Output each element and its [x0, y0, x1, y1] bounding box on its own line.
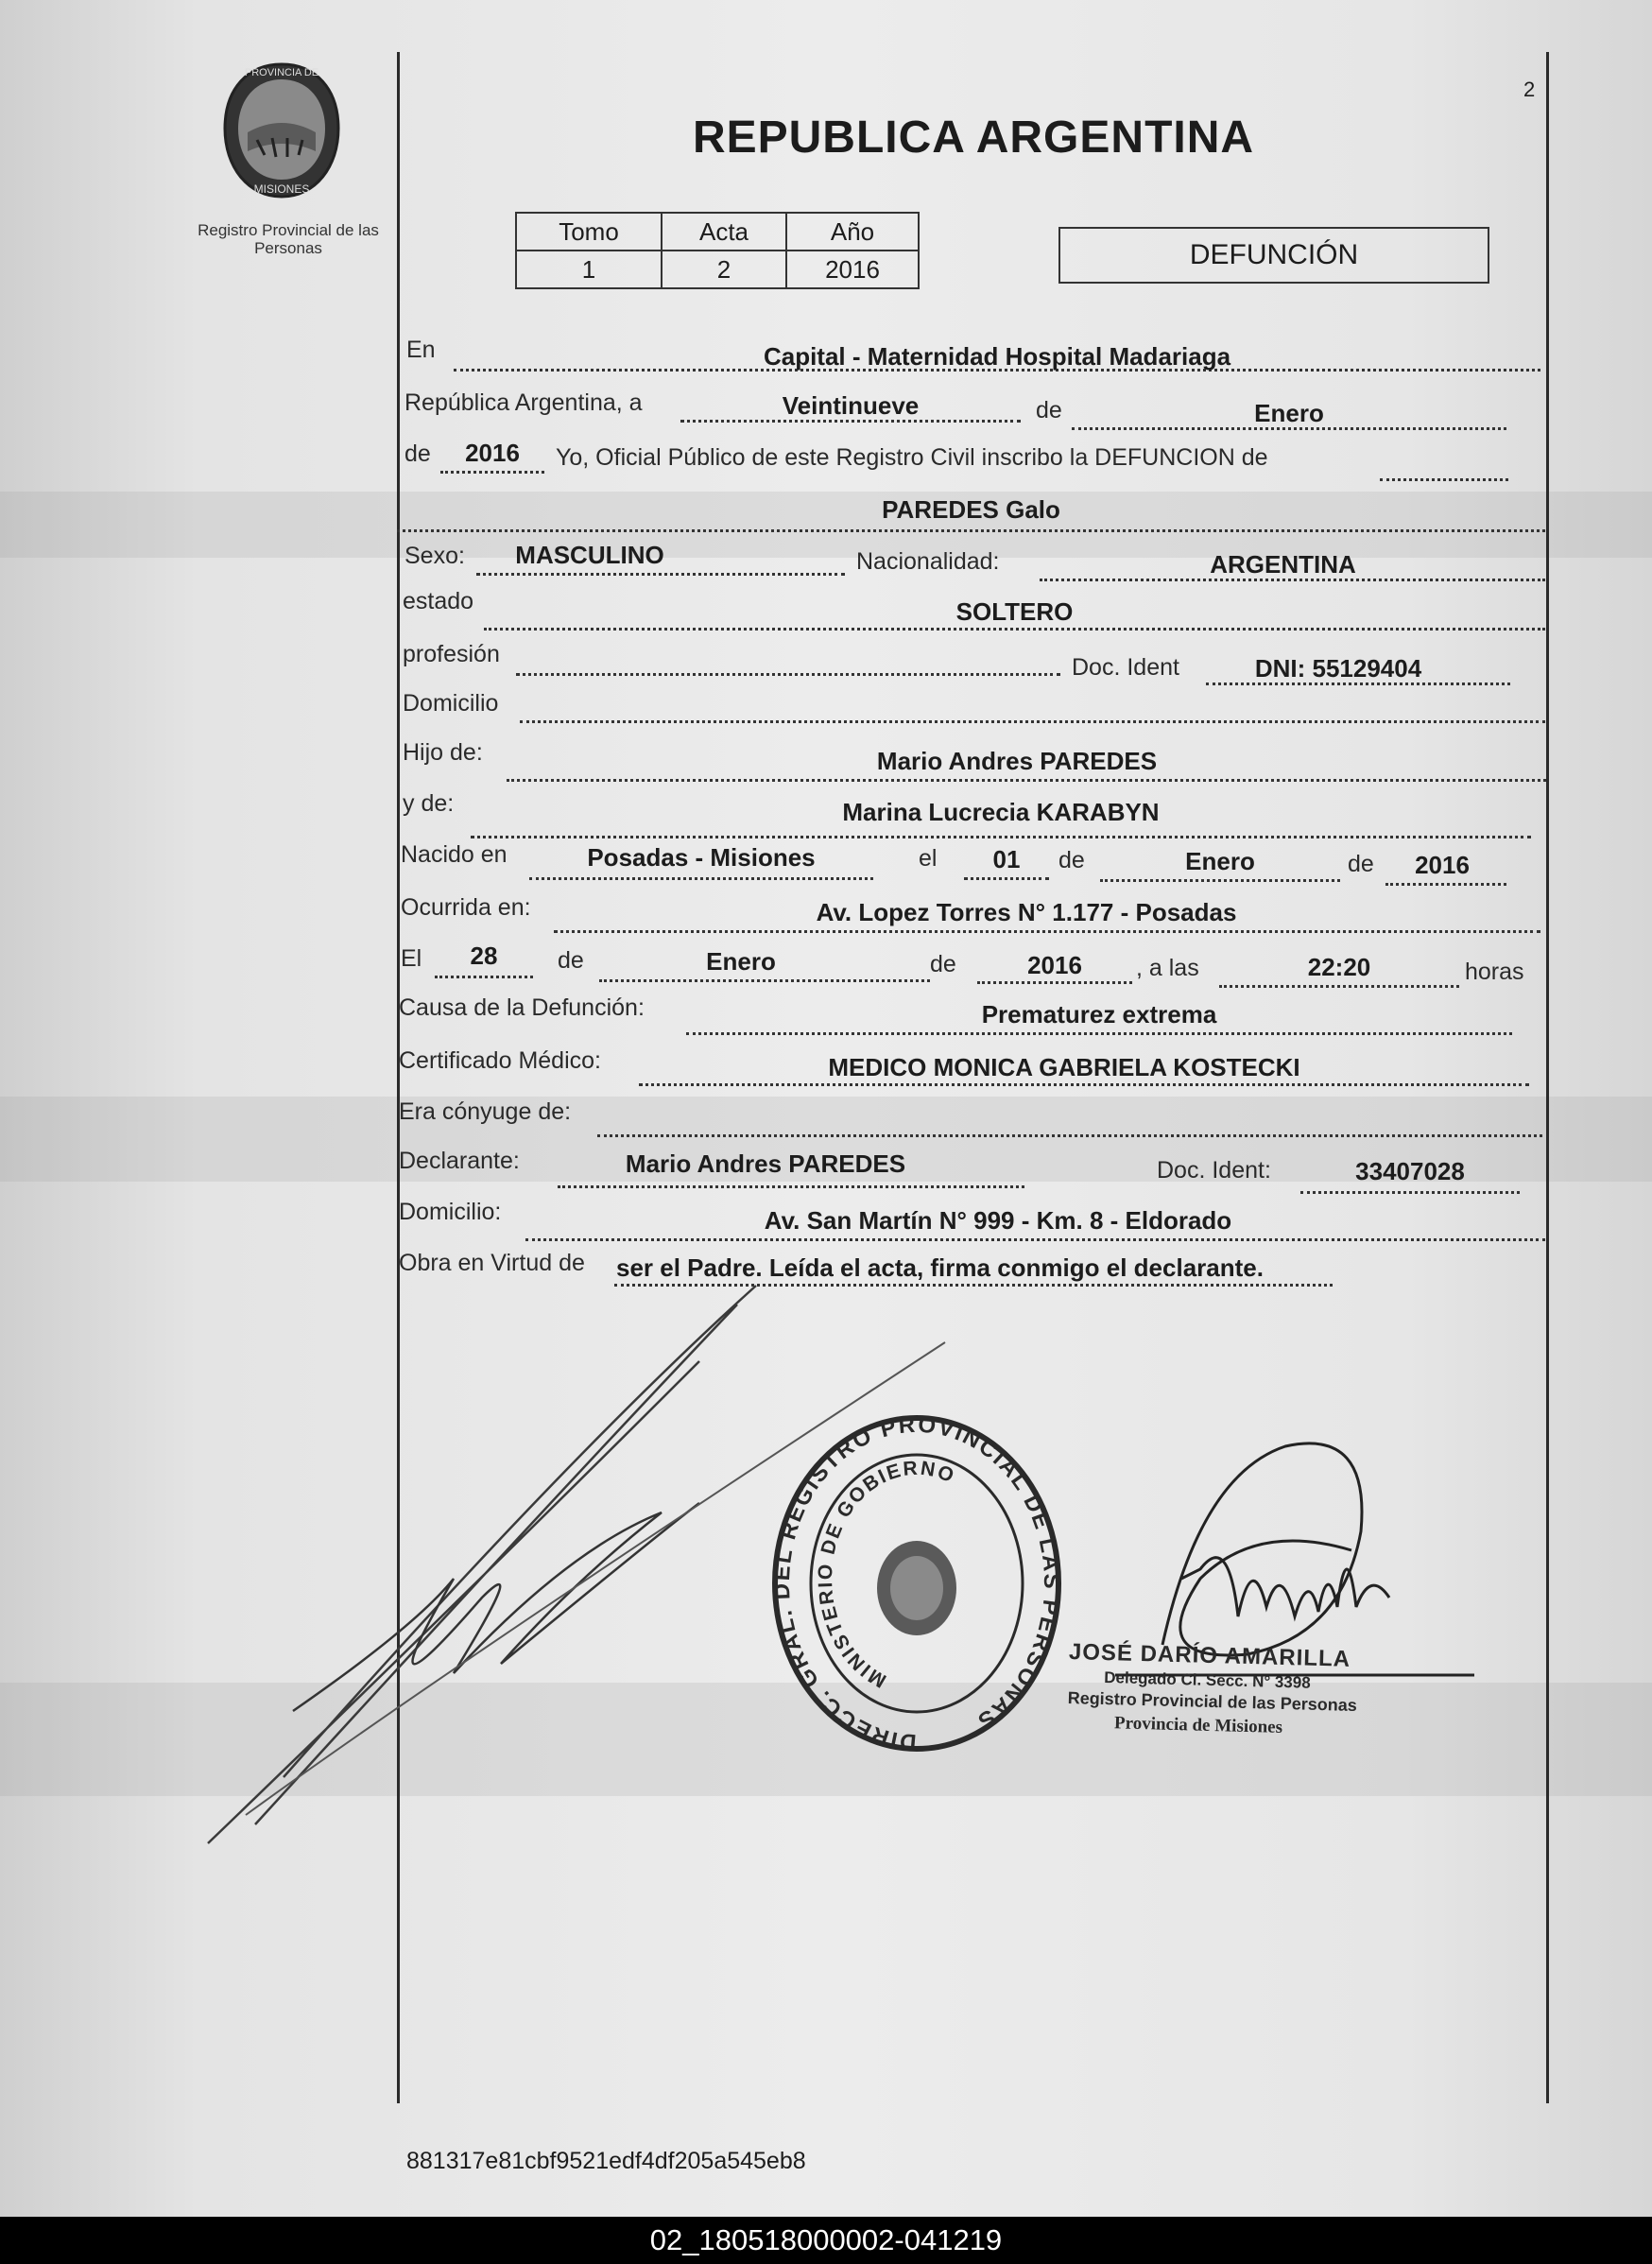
fill-line: [597, 1106, 1542, 1137]
label-declarante: Declarante:: [399, 1148, 520, 1174]
label-en: En: [406, 337, 436, 363]
value-mes: Enero: [1254, 399, 1324, 427]
registry-caption: Registro Provincial de las Personas: [198, 221, 379, 257]
label-obra: Obra en Virtud de: [399, 1250, 585, 1276]
form-row-declarante: [397, 1144, 1545, 1193]
label-hijo: Hijo de:: [403, 739, 483, 766]
value-causa: Prematurez extrema: [981, 1000, 1217, 1028]
page-title: REPUBLICA ARGENTINA: [692, 112, 1255, 163]
fill-line: [520, 692, 1545, 723]
value-ocurrida: Av. Lopez Torres N° 1.177 - Posadas: [816, 898, 1237, 926]
value-declarante: Mario Andres PAREDES: [625, 1149, 906, 1178]
form-row-conyuge: [397, 1095, 1545, 1144]
form-row-decl-domicilio: [397, 1195, 1545, 1244]
value-yde: Marina Lucrecia KARABYN: [842, 798, 1160, 826]
label-yde: y de:: [403, 790, 455, 817]
form-row-oficial: [397, 437, 1545, 486]
value-def-anio: 2016: [1027, 951, 1082, 979]
label-sexo: Sexo:: [404, 543, 465, 569]
logo-bottom-text: MISIONES: [253, 182, 310, 196]
label-estado: estado: [403, 588, 474, 614]
form-row-nacido: [397, 839, 1545, 889]
label-conyuge: Era cónyuge de:: [399, 1098, 572, 1125]
fill-line: [1380, 450, 1508, 481]
province-logo: [219, 60, 344, 202]
label-doc-ident: Doc. Ident: [1072, 654, 1179, 681]
official-office: Registro Provincial de las Personas: [1067, 1687, 1358, 1715]
seal-outer-text: DIRECC. GRAL. DEL REGISTRO PROVINCIAL DE LAS PERSONAS: [768, 1411, 1065, 1755]
value-hora: 22:20: [1307, 953, 1371, 981]
label-de: de: [1348, 851, 1374, 877]
value-en: Capital - Maternidad Hospital Madariaga: [763, 342, 1231, 371]
form-row-fecha-defuncion: [397, 942, 1545, 991]
ref-value-anio: 2016: [786, 251, 919, 288]
label-republica: República Argentina, a: [404, 389, 643, 416]
logo-top-text: PROVINCIA DE: [244, 67, 319, 78]
value-hijo: Mario Andres PAREDES: [876, 747, 1158, 775]
fill-line: [516, 645, 1060, 676]
file-id-footer: 02_180518000002-041219: [0, 2217, 1652, 2264]
form-row-madre: [397, 788, 1545, 838]
official-province: Provincia de Misiones: [1113, 1713, 1283, 1737]
label-nacionalidad: Nacionalidad:: [856, 548, 1000, 575]
label-causa: Causa de la Defunción:: [399, 994, 645, 1021]
form-row-estado: [397, 586, 1545, 635]
label-ocurrida: Ocurrida en:: [401, 894, 531, 921]
value-nombre: PAREDES Galo: [882, 495, 1060, 524]
value-nacionalidad: ARGENTINA: [1210, 550, 1356, 579]
label-nacido: Nacido en: [401, 841, 508, 868]
form-row-nombre: [397, 492, 1545, 541]
value-nacido: Posadas - Misiones: [587, 843, 816, 872]
form-row-sexo: [397, 537, 1545, 586]
official-seal: [766, 1409, 1068, 1768]
official-name: JOSÉ DARÍO AMARILLA: [1068, 1639, 1351, 1672]
ref-header-acta: Acta: [662, 213, 786, 251]
form-row-profesion: [397, 637, 1545, 686]
label-domicilio: Domicilio: [403, 690, 499, 717]
label-de: de: [558, 947, 584, 974]
value-nac-mes: Enero: [1185, 847, 1255, 875]
seal-inner-text: MINISTERIO DE GOBIERNO: [814, 1457, 959, 1692]
label-de: de: [1036, 397, 1062, 423]
value-certificado: MEDICO MONICA GABRIELA KOSTECKI: [828, 1053, 1300, 1081]
value-estado: SOLTERO: [955, 597, 1074, 626]
document-type-box: DEFUNCIÓN: [1058, 227, 1489, 284]
value-nac-dia: 01: [992, 845, 1021, 873]
official-role: Delegado Cl. Secc. N° 3398: [1104, 1668, 1311, 1692]
value-decl-domicilio: Av. San Martín N° 999 - Km. 8 - Eldorado: [764, 1206, 1232, 1235]
official-stamp: [1067, 1639, 1359, 1740]
label-alas: , a las: [1136, 955, 1199, 981]
ref-value-acta: 2: [662, 251, 786, 288]
form-row-causa: [397, 993, 1545, 1042]
value-nac-anio: 2016: [1415, 851, 1470, 879]
right-margin-line: [1546, 52, 1549, 2103]
form-row-en: [397, 333, 1545, 382]
oficial-text: Yo, Oficial Público de este Registro Civil inscribo la DEFUNCION de: [556, 444, 1268, 471]
label-de: de: [404, 441, 431, 467]
form-row-fecha: [397, 386, 1545, 435]
label-decl-domicilio: Domicilio:: [399, 1199, 502, 1225]
label-El: El: [401, 945, 422, 972]
label-profesion: profesión: [403, 641, 500, 667]
document-hash: 881317e81cbf9521edf4df205a545eb8: [406, 2148, 806, 2174]
ref-header-tomo: Tomo: [516, 213, 662, 251]
value-sexo: MASCULINO: [515, 541, 664, 569]
page-number: 2: [1523, 78, 1536, 101]
form-row-certificado: [397, 1044, 1545, 1093]
ref-header-anio: Año: [786, 213, 919, 251]
value-anio: 2016: [465, 439, 520, 467]
value-decl-doc: 33407028: [1355, 1157, 1465, 1185]
reference-table: [515, 212, 920, 289]
ref-value-tomo: 1: [516, 251, 662, 288]
form-row-hijo: [397, 737, 1545, 786]
value-def-mes: Enero: [706, 947, 776, 976]
value-obra: ser el Padre. Leída el acta, firma conmigo el declarante.: [616, 1253, 1264, 1282]
form-row-ocurrida: [397, 890, 1545, 940]
label-de: de: [930, 951, 956, 977]
value-doc-ident: DNI: 55129404: [1254, 654, 1422, 683]
value-def-dia: 28: [470, 942, 498, 970]
label-decl-doc: Doc. Ident:: [1157, 1157, 1271, 1184]
label-el: el: [919, 845, 938, 872]
value-dia: Veintinueve: [782, 391, 920, 420]
label-certificado: Certificado Médico:: [399, 1047, 601, 1074]
label-horas: horas: [1465, 959, 1524, 985]
form-row-domicilio: [397, 686, 1545, 735]
label-de: de: [1058, 847, 1085, 873]
